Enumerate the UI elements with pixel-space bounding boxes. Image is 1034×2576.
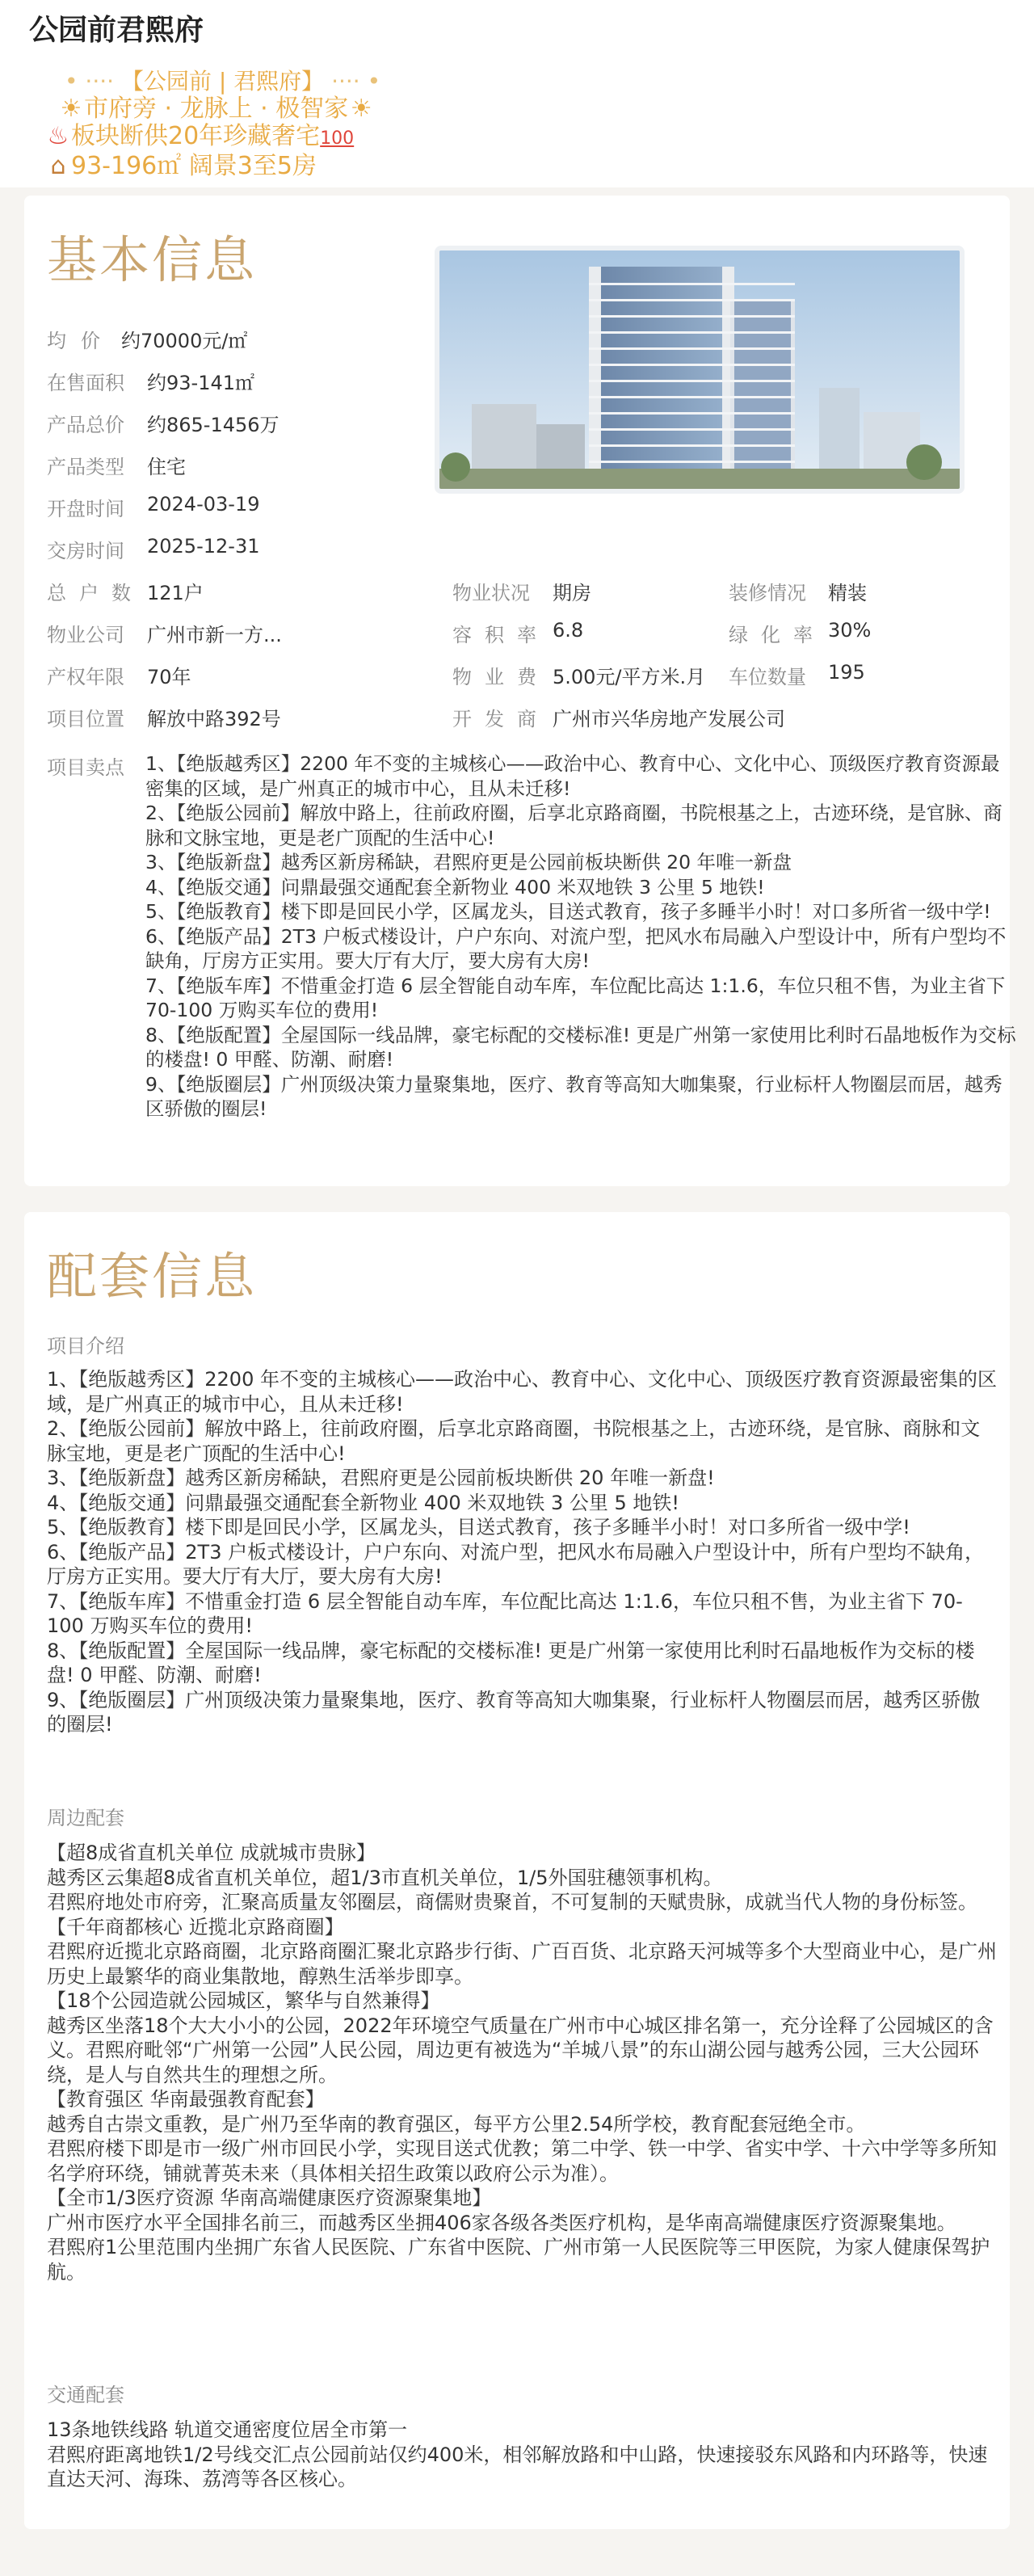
value-price: 约70000元/㎡: [121, 330, 248, 352]
intro-item: 1、【绝版越秀区】2200 年不变的主城核心——政治中心、教育中心、文化中心、顶级医疗教育资源最密集的区域，是广州真正的城市中心，且从未迁移!: [47, 1368, 997, 1416]
surround-item: 越秀区坐落18个大大小小的公园，2022年环境空气质量在广州市中心城区排名第一，充分诠释了公园城区的含义。君熙府毗邻“广州第一公园”人民公园，周边更有被选为“羊城八景”的东山湖公园与越秀公园，三大公园环绕，是人与自然共生的理想之所。: [47, 2014, 994, 2086]
hot-springs-icon: ♨: [47, 122, 69, 150]
subheading-traffic: 交通配套: [47, 2384, 124, 2406]
surround-item: 君熙府楼下即是市一级广州市回民小学，实现目送式优教；第二中学、铁一中学、省实中学、十六中学等多所知名学府环绕，铺就菁英未来（具体相关招生政策以政府公示为准）。: [47, 2137, 997, 2185]
selling-points-list: [145, 751, 1018, 1122]
selling-point: 4、【绝版交通】问鼎最强交通配套全新物业 400 米双地铁 3 公里 5 地铁!: [145, 875, 765, 899]
intro-item: 6、【绝版产品】2T3 户板式楼设计，户户东向、对流户型，把风水布局融入户型设计中，所有户型均不缺角，厅房方正实用。要大厅有大厅，要大房有大房!: [47, 1540, 985, 1588]
house-icon: ⌂: [50, 152, 66, 180]
banner-line-1: • ···· 【公园前 | 君熙府】 ···· •: [65, 68, 381, 95]
facilities-card: [24, 1212, 1010, 2529]
label-selling-points: 项目卖点: [47, 756, 124, 779]
value-product-type: 住宅: [147, 456, 186, 478]
value-property-term: 70年: [147, 666, 191, 688]
label-plot-ratio: 容积率: [452, 624, 536, 646]
value-households: 121户: [147, 582, 204, 604]
label-parking: 车位数量: [729, 666, 806, 688]
label-developer: 开发商: [452, 708, 536, 730]
intro-list: [47, 1367, 997, 1737]
value-developer: 广州市兴华房地产发展公司: [553, 708, 785, 730]
label-green-ratio: 绿化率: [729, 624, 813, 646]
value-delivery-date: 2025-12-31: [147, 535, 260, 558]
surround-item: 君熙府近揽北京路商圈，北京路商圈汇聚北京路步行街、广百百货、北京路天河城等多个大型商业中心，是广州历史上最繁华的商业集散地，醇熟生活举步即享。: [47, 1940, 997, 1988]
selling-point: 5、【绝版教育】楼下即是回民小学，区属龙头，目送式教育，孩子多睡半小时！对口多所省一级中学!: [145, 900, 991, 923]
surround-item: 【超8成省直机关单位 成就城市贵脉】: [47, 1842, 376, 1864]
surround-item: 【18个公园造就公园城区，繁华与自然兼得】: [47, 1989, 440, 2012]
selling-point: 6、【绝版产品】2T3 户板式楼设计，户户东向、对流户型，把风水布局融入户型设计中，所有户型均不缺角，厅房方正实用。要大厅有大厅，要大房有大房!: [145, 924, 1007, 972]
sun-icon: ☀: [350, 95, 372, 123]
intro-item: 2、【绝版公园前】解放中路上，往前政府圈，后享北京路商圈，书院根基之上，古迹环绕，是官脉、商脉和文脉宝地，更是老广顶配的生活中心!: [47, 1417, 981, 1465]
label-delivery-date: 交房时间: [47, 540, 124, 562]
surround-item: 广州市医疗水平全国排名前三，而越秀区坐拥406家各级各类医疗机构，是华南高端健康医疗资源聚集地。: [47, 2211, 956, 2234]
label-product-type: 产品类型: [47, 456, 124, 478]
label-open-date: 开盘时间: [47, 498, 124, 520]
intro-item: 4、【绝版交通】问鼎最强交通配套全新物业 400 米双地铁 3 公里 5 地铁!: [47, 1491, 680, 1514]
basic-info-card: [24, 196, 1016, 1186]
banner-line-4: ⌂ 93-196㎡ 阔景3至5房: [45, 153, 1005, 180]
selling-point: 7、【绝版车库】不惜重金打造 6 层全智能自动车库，车位配比高达 1:1.6，车位只租不售，为业主省下 70-100 万购买车位的费用!: [145, 974, 1006, 1021]
value-decoration: 精装: [828, 582, 867, 604]
label-location: 项目位置: [47, 708, 124, 730]
label-price: 均价: [47, 330, 100, 352]
label-property-status: 物业状况: [452, 582, 530, 604]
selling-point: 2、【绝版公园前】解放中路上，往前政府圈，后享北京路商圈，书院根基之上，古迹环绕，是官脉、商脉和文脉宝地，更是老广顶配的生活中心!: [145, 802, 1002, 849]
header: [0, 0, 1034, 187]
label-area: 在售面积: [47, 372, 124, 394]
surroundings-list: [47, 1841, 997, 2284]
banner-line-3: ♨板块断供20年珍藏奢宅100: [45, 123, 1005, 153]
section-title-basic: 基本信息: [47, 230, 258, 289]
value-plot-ratio: 6.8: [553, 619, 584, 642]
value-property-company: 广州市新一方...: [147, 624, 282, 646]
subheading-intro: 项目介绍: [47, 1335, 124, 1357]
selling-point: 9、【绝版圈层】广州顶级决策力量聚集地，医疗、教育等高知大咖集聚，行业标杆人物圈层而居，越秀区骄傲的圈层!: [145, 1072, 1002, 1120]
intro-item: 8、【绝版配置】全屋国际一线品牌，豪宅标配的交楼标准! 更是广州第一家使用比利时石晶地板作为交标的楼盘! 0 甲醛、防潮、耐磨!: [47, 1639, 975, 1686]
surround-item: 【教育强区 华南最强教育配套】: [47, 2088, 325, 2111]
surround-item: 【全市1/3医疗资源 华南高端健康医疗资源聚集地】: [47, 2187, 492, 2209]
intro-item: 5、【绝版教育】楼下即是回民小学，区属龙头，目送式教育，孩子多睡半小时！对口多所省一级中学!: [47, 1516, 910, 1538]
value-green-ratio: 30%: [828, 619, 872, 642]
intro-item: 7、【绝版车库】不惜重金打造 6 层全智能自动车库，车位配比高达 1:1.6，车位只租不售，为业主省下 70-100 万购买车位的费用!: [47, 1589, 963, 1637]
value-total-price: 约865-1456万: [147, 414, 280, 436]
surround-item: 越秀自古崇文重教，是广州乃至华南的教育强区，每平方公里2.54所学校，教育配套冠绝全市。: [47, 2112, 866, 2136]
building-photo[interactable]: [435, 246, 965, 494]
label-property-term: 产权年限: [47, 666, 124, 688]
value-property-status: 期房: [553, 582, 591, 604]
value-parking: 195: [828, 661, 865, 684]
banner-line-2: ☀市府旁 · 龙脉上 · 极智家☀: [58, 95, 1005, 123]
label-property-fee: 物业费: [452, 666, 536, 688]
surround-item: 君熙府地处市府旁，汇聚高质量友邻圈层，商儒财贵聚首，不可复制的天赋贵脉，成就当代人物的身份标签。: [47, 1891, 977, 1913]
surround-item: 【千年商都核心 近揽北京路商圈】: [47, 1915, 344, 1938]
subheading-surroundings: 周边配套: [47, 1807, 124, 1829]
intro-item: 9、【绝版圈层】广州顶级决策力量聚集地，医疗、教育等高知大咖集聚，行业标杆人物圈层而居，越秀区骄傲的圈层!: [47, 1688, 981, 1736]
label-property-company: 物业公司: [47, 624, 124, 646]
label-decoration: 装修情况: [729, 582, 806, 604]
value-area: 约93-141㎡: [147, 372, 255, 394]
label-households: 总户数: [47, 582, 131, 604]
traffic-list: [47, 2418, 997, 2492]
label-total-price: 产品总价: [47, 414, 124, 436]
surround-item: 越秀区云集超8成省直机关单位，超1/3市直机关单位，1/5外国驻穗领事机构。: [47, 1866, 723, 1889]
surround-item: 君熙府1公里范围内坐拥广东省人民医院、广东省中医院、广州市第一人民医院等三甲医院，为家人健康保驾护航。: [47, 2236, 990, 2283]
hundred-points-icon: 100: [320, 128, 355, 149]
sun-icon: ☀: [60, 95, 82, 123]
promo-banner: [29, 68, 1005, 180]
selling-point: 1、【绝版越秀区】2200 年不变的主城核心——政治中心、教育中心、文化中心、顶级医疗教育资源最密集的区域，是广州真正的城市中心，且从未迁移!: [145, 752, 1000, 800]
traffic-item: 13条地铁线路 轨道交通密度位居全市第一: [47, 2418, 408, 2441]
value-property-fee: 5.00元/平方米.月: [553, 666, 706, 688]
value-open-date: 2024-03-19: [147, 493, 260, 516]
intro-item: 3、【绝版新盘】越秀区新房稀缺，君熙府更是公园前板块断供 20 年唯一新盘!: [47, 1467, 715, 1489]
section-title-facilities: 配套信息: [47, 1247, 258, 1306]
traffic-item: 君熙府距离地铁1/2号线交汇点公园前站仅约400米，相邻解放路和中山路，快速接驳东风路和内环路等，快速直达天河、海珠、荔湾等各区核心。: [47, 2443, 988, 2490]
selling-point: 8、【绝版配置】全屋国际一线品牌，豪宅标配的交楼标准! 更是广州第一家使用比利时石晶地板作为交标的楼盘! 0 甲醛、防潮、耐磨!: [145, 1023, 1016, 1071]
page-title: 公园前君熙府: [29, 14, 204, 47]
value-location: 解放中路392号: [147, 708, 281, 730]
selling-point: 3、【绝版新盘】越秀区新房稀缺，君熙府更是公园前板块断供 20 年唯一新盘: [145, 851, 792, 873]
